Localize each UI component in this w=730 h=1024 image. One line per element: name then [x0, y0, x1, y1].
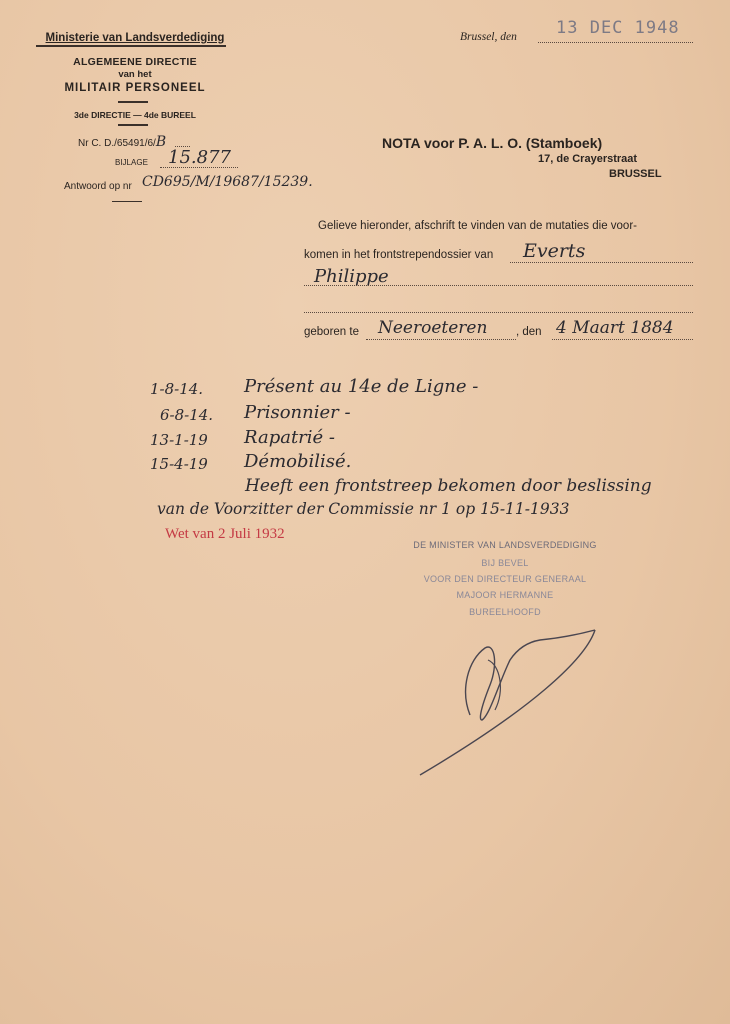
entry-date: 1-8-14.	[150, 380, 204, 398]
reference-label: Nr C. D./65491/6/	[78, 138, 156, 149]
reference-number	[78, 134, 166, 150]
dotted-line	[552, 339, 693, 340]
birthplace: Neeroeteren	[378, 318, 488, 338]
dotted-line	[366, 339, 516, 340]
ministry-heading: Ministerie van Landsverdediging	[45, 32, 225, 44]
entry-text: Prisonnier -	[244, 402, 351, 423]
directorate-line-3: MILITAIR PERSONEEL	[64, 82, 206, 94]
entry-date: 6-8-14.	[160, 406, 214, 424]
directorate-line-4: 3de DIRECTIE — 4de BUREEL	[74, 110, 196, 120]
dotted-line	[304, 285, 693, 286]
antwoord-value: CD695/M/19687/15239.	[142, 174, 313, 190]
divider	[118, 124, 148, 126]
dotted-line	[304, 312, 693, 313]
intro-line-2: komen in het frontstrependossier van	[304, 249, 494, 261]
remark-line-2: van de Voorzitter der Commissie nr 1 op 15-11-1933	[157, 500, 570, 518]
stamp-line-5: BUREELHOOFD	[469, 607, 541, 617]
divider	[118, 101, 148, 103]
born-label: geboren te	[304, 326, 359, 338]
signature-mark	[410, 620, 610, 780]
divider	[36, 45, 226, 47]
stamp-line-4: MAJOOR HERMANNE	[456, 590, 554, 600]
entry-text: Présent au 14e de Ligne -	[244, 376, 479, 397]
surname: Everts	[523, 240, 586, 262]
dotted-line	[538, 42, 693, 43]
law-stamp: Wet van 2 Juli 1932	[165, 526, 285, 542]
birthdate: 4 Maart 1884	[556, 318, 674, 338]
den-label: , den	[516, 326, 542, 338]
nota-title: NOTA voor P. A. L. O. (Stamboek)	[382, 135, 603, 151]
bijlage-value: 15.877	[168, 147, 231, 168]
entry-text: Rapatrié -	[244, 427, 336, 448]
place-label: Brussel, den	[460, 31, 517, 43]
divider	[112, 201, 142, 202]
directorate-line-2: van het	[118, 69, 152, 80]
stamp-line-1: DE MINISTER VAN LANDSVERDEDIGING	[413, 540, 597, 550]
remark-line-1: Heeft een frontstreep bekomen door beslissing	[245, 476, 652, 496]
dotted-line	[510, 262, 693, 263]
entry-date: 13-1-19	[150, 431, 208, 449]
directorate-line-1: ALGEMEENE DIRECTIE	[73, 56, 197, 68]
dotted-line	[160, 167, 238, 168]
intro-line-1: Gelieve hieronder, afschrift te vinden van de mutaties die voor-	[318, 220, 637, 232]
entry-text: Démobilisé.	[244, 451, 352, 472]
stamp-line-3: VOOR DEN DIRECTEUR GENERAAL	[423, 574, 587, 584]
antwoord-label: Antwoord op nr	[64, 181, 132, 192]
firstname: Philippe	[314, 266, 389, 287]
reference-hand: B	[155, 134, 167, 150]
date-stamp: 13 DEC 1948	[556, 18, 680, 38]
address-city: BRUSSEL	[609, 168, 662, 180]
bijlage-label: BIJLAGE	[115, 158, 148, 167]
address-street: 17, de Crayerstraat	[538, 153, 638, 165]
entry-date: 15-4-19	[150, 455, 208, 473]
stamp-line-2: BIJ BEVEL	[481, 558, 529, 568]
